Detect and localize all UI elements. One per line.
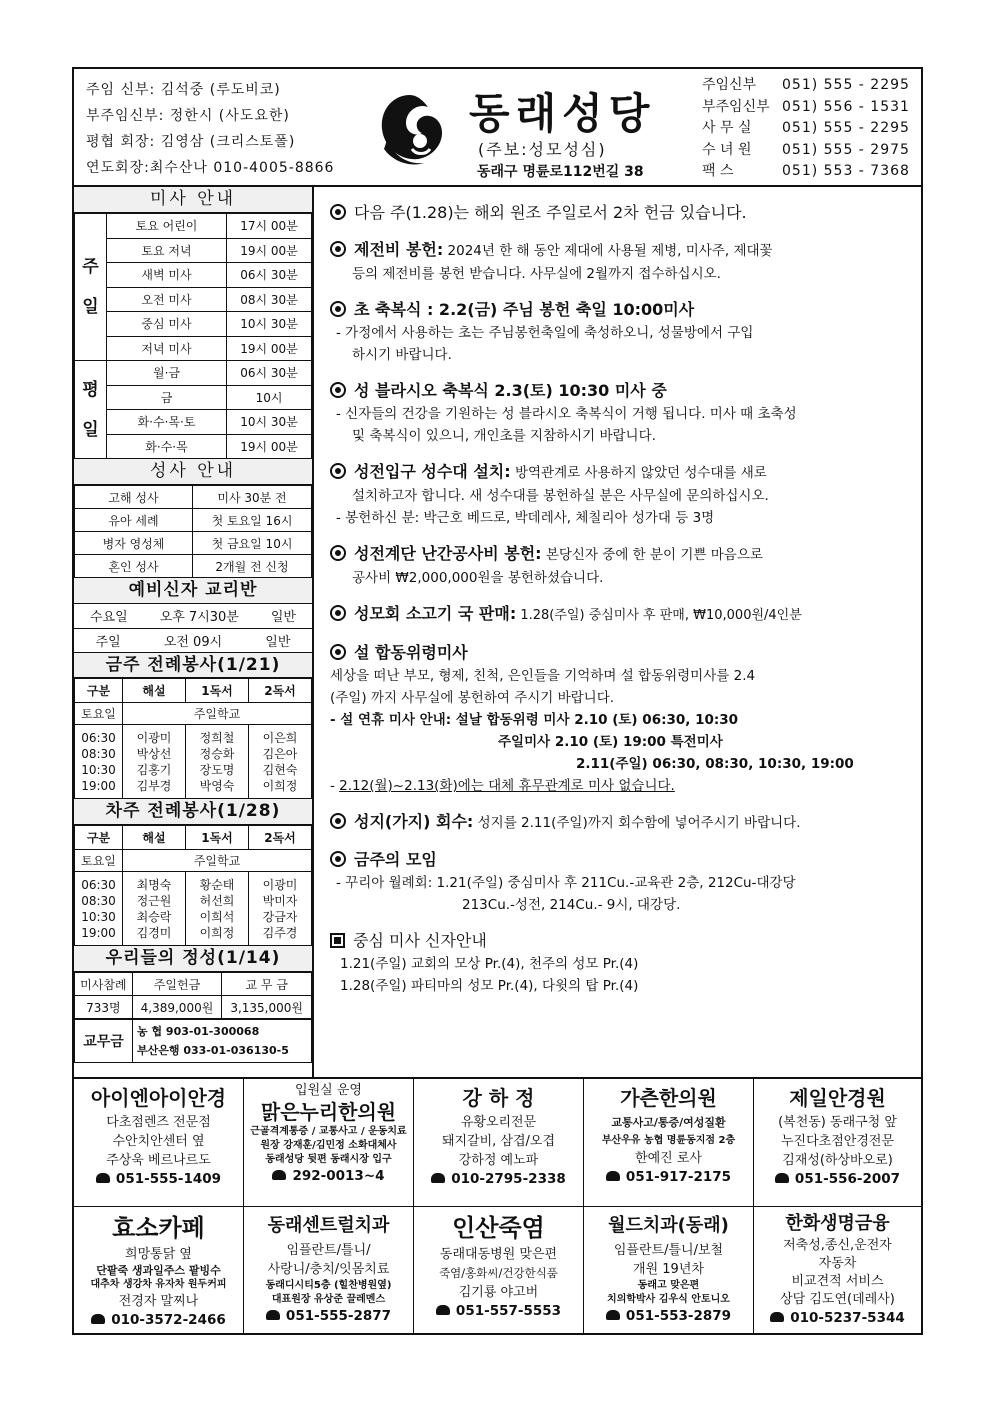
ad-card: [244, 1079, 414, 1207]
serve-times: 06:30 08:30 10:30 19:00: [75, 725, 123, 799]
notice-item: [330, 201, 911, 225]
ad-title: 가츤한의원: [620, 1086, 717, 1110]
notice-item: [330, 298, 911, 366]
class-day: 주일: [95, 634, 121, 650]
mass-name: 토요 저녁: [107, 238, 227, 263]
church-name: 동래성당: [469, 89, 656, 138]
phone-icon: [431, 1173, 445, 1183]
ad-title: 한화생명금융: [785, 1213, 890, 1234]
ad-title: 월드치과(동래): [608, 1215, 729, 1236]
phone-row: [702, 118, 910, 140]
ad-line: 유황오리전문: [460, 1115, 537, 1130]
ad-line: 자동차: [818, 1256, 857, 1271]
staff-list: [86, 77, 334, 181]
ad-line: 김기룡 야고버: [458, 1285, 539, 1300]
ad-line: 한예진 로사: [635, 1151, 702, 1166]
ad-card: [414, 1079, 584, 1207]
mass-name: 화·수·목: [107, 434, 227, 459]
church-logo-icon: [370, 89, 450, 169]
mass-name: 새벽 미사: [107, 263, 227, 288]
bulletin-frame: [72, 67, 923, 1335]
serve-reading1: 황순태 허선희 이희석 이희정: [186, 872, 249, 946]
notice-item: [330, 238, 911, 285]
church-address: 동래구 명륜로112번길 38: [477, 164, 644, 180]
col-header: 구분: [75, 679, 123, 703]
ad-pre: 입원실 운영: [295, 1083, 362, 1098]
sacrament-name: 유아 세례: [75, 509, 193, 532]
offering-value: 3,135,000원: [222, 996, 312, 1019]
ad-card: [584, 1207, 754, 1335]
mass-time: 10시 30분: [227, 312, 312, 337]
ad-title: 아이엔아이안경: [90, 1086, 227, 1110]
serve-reading2: 이광미 박미자 강금자 김주경: [249, 872, 312, 946]
ad-line: 사랑니/충치/잇몸치료: [267, 1262, 390, 1277]
offering-value: 4,389,000원: [132, 996, 222, 1019]
phone-number: 051) 553 - 7368: [782, 163, 910, 179]
ad-line: 김재성(하상바오로): [782, 1153, 893, 1168]
ad-tel: 051-553-2879: [625, 1308, 732, 1324]
phone-label: 사 무 실: [702, 120, 752, 136]
left-column: [74, 187, 314, 1077]
sunday-label: 주 일: [75, 214, 107, 361]
mass-time: 17시 00분: [227, 214, 312, 239]
phone-list: [702, 75, 910, 183]
col-header: 1독서: [186, 826, 249, 850]
mass-time: 10시: [227, 385, 312, 410]
notice-text: 방역관계로 사용하지 않았던 성수대를 새로: [510, 465, 767, 481]
ad-line: 희망통닭 옆: [125, 1247, 192, 1262]
bank-table: [74, 1019, 312, 1063]
phone-icon: [436, 1305, 450, 1315]
mass-time: 19시 00분: [227, 434, 312, 459]
notice-item: [330, 848, 911, 916]
ad-card: [754, 1079, 921, 1207]
phone-icon: [775, 1173, 789, 1183]
sacrament-name: 혼인 성사: [75, 555, 193, 578]
offering-value: 733명: [75, 996, 133, 1019]
ad-card: [74, 1207, 244, 1335]
notice-text: 1.28(주일) 파티마의 성모 Pr.(4), 다윗의 탑 Pr.(4): [340, 978, 639, 994]
staff-council: 평협 회장: 김영삼 (크리스토폴): [86, 134, 296, 150]
ad-card: [74, 1079, 244, 1207]
serve-this-table: [74, 678, 312, 799]
saturday-label: 토요일: [75, 850, 123, 872]
ad-small: 대표원장 유상준 끌레멘스: [271, 1294, 386, 1305]
serve-next-table: [74, 825, 312, 946]
ad-card: [584, 1079, 754, 1207]
ad-title: 제일안경원: [789, 1086, 886, 1110]
notice-title: 금주의 모임: [354, 850, 437, 869]
bullet-icon: [330, 382, 346, 398]
mass-name: 토요 어린이: [107, 214, 227, 239]
staff-legion: 연도회장:최수산나 010-4005-8866: [86, 160, 335, 176]
class-type: 일반: [265, 634, 291, 650]
ad-line: 돼지갈비, 삼겹/오겹: [441, 1134, 556, 1149]
ad-small: 동래고 맞은편: [637, 1280, 700, 1291]
sacrament-value: 2개월 전 신청: [193, 555, 312, 578]
saturday-label: 토요일: [75, 703, 123, 725]
sacrament-name: 병자 영성체: [75, 532, 193, 555]
notice-item: [330, 641, 911, 797]
notice-title: 제전비 봉헌:: [354, 240, 444, 259]
ad-line: 죽염/홍화씨/건강한식품: [439, 1266, 558, 1280]
serve-commentators: 최명숙 정근원 최승락 김경미: [123, 872, 186, 946]
ad-tel: 010-5237-5344: [790, 1310, 905, 1326]
bullet-icon: [330, 301, 346, 317]
notice-text: 및 축복식이 있으니, 개인초를 지참하시기 바랍니다.: [352, 428, 656, 444]
notice-title: 성전입구 성수대 설치:: [354, 462, 511, 481]
ad-tel: 051-557-5553: [455, 1303, 562, 1319]
mass-title: 미사 안내: [74, 187, 312, 213]
ad-card: [244, 1207, 414, 1335]
notice-text: 213Cu.-성전, 214Cu.- 9시, 대강당.: [462, 897, 681, 913]
catechumen-table: [74, 604, 312, 652]
notice-title: 중심 미사 신자안내: [353, 931, 487, 950]
serve-reading2: 이은희 김은아 김현숙 이희정: [249, 725, 312, 799]
weekday-label: 평 일: [75, 361, 107, 459]
ad-line: 임플란트/틀니/보철: [613, 1243, 724, 1258]
ads-grid: [74, 1077, 921, 1333]
ad-line: 개원 19년차: [633, 1262, 704, 1277]
bank-label: 교무금: [75, 1020, 133, 1063]
col-header: 해설: [123, 826, 186, 850]
notice-text: 세상을 떠난 부모, 형제, 친척, 은인들을 기억하며 설 합동위령미사를 2.4: [330, 668, 756, 684]
ad-tel: 010-2795-2338: [451, 1171, 566, 1187]
col-header: 구분: [75, 826, 123, 850]
notice-text: - 가정에서 사용하는 초는 주님봉헌축일에 축성하오니, 성물방에서 구입: [336, 325, 754, 341]
sacrament-value: 첫 토요일 16시: [193, 509, 312, 532]
notice-text: 1.28(주일) 중심미사 후 판매, ₩10,000원/4인분: [516, 608, 802, 623]
phone-row: [702, 97, 910, 119]
church-patron: (주보:성모성심): [478, 140, 607, 159]
notice-text: 2.12(월)~2.13(화)에는 대체 휴무관계로 미사 없습니다.: [339, 778, 675, 794]
phone-label: 부주임신부: [702, 98, 770, 115]
phone-icon: [96, 1173, 110, 1183]
ad-small: 원장 강재훈/김민정 소화대체사: [260, 1140, 397, 1151]
phone-number: 051) 555 - 2975: [782, 141, 910, 158]
ad-tel: 051-917-2175: [625, 1169, 732, 1185]
bullet-icon: [330, 851, 346, 867]
ad-small: 대추차 생강차 유자차 원두커피: [90, 1279, 227, 1290]
notice-text: 본당신자 중에 한 분이 기쁜 마음으로: [541, 547, 763, 563]
col-header: 2독서: [249, 679, 312, 703]
sacrament-title: 성사 안내: [74, 459, 312, 485]
mass-time: 10시 30분: [227, 410, 312, 435]
ad-small: 동래성당 뒷편 동래시장 입구: [265, 1154, 392, 1165]
phone-icon: [266, 1310, 280, 1320]
phone-row: [702, 75, 910, 97]
mass-time: 06시 30분: [227, 263, 312, 288]
phone-label: 팩 스: [702, 163, 734, 179]
notice-title: 설 합동위령미사: [354, 643, 468, 662]
notice-text: - 신자들의 건강을 기원하는 성 블라시오 축복식이 거행 됩니다. 미사 때 초축성: [336, 406, 797, 422]
notice-text: 주일미사 2.10 (토) 19:00 특전미사: [498, 734, 723, 750]
bullet-icon: [330, 813, 346, 829]
notice-text: 하시기 바랍니다.: [352, 347, 452, 363]
notice-title: 초 축복식 : 2.2(금) 주님 봉헌 축일 10:00미사: [354, 300, 695, 319]
ad-line: 상담 김도연(데레사): [780, 1292, 895, 1307]
notice-title: 성 블라시오 축복식 2.3(토) 10:30 미사 중: [354, 381, 667, 400]
mass-time: 08시 30분: [227, 287, 312, 312]
notice-text: 다음 주(1.28)는 해외 원조 주일로서 2차 헌금 있습니다.: [354, 203, 747, 222]
notice-text: 1.21(주일) 교회의 모상 Pr.(4), 천주의 성모 Pr.(4): [340, 956, 639, 972]
ad-small: 교통사고/통증/여성질환: [611, 1116, 726, 1129]
class-time: 오전 09시: [163, 634, 223, 650]
bank-account: 농 협 903-01-300068: [137, 1025, 260, 1038]
ad-tel: 051-556-2007: [794, 1171, 901, 1187]
ad-small: 부산우유 농협 명륜동지점 2층: [601, 1135, 736, 1146]
notice-text: - 설 연휴 미사 안내: 설날 합동위령 미사 2.10 (토) 06:30, 10:30: [330, 712, 739, 728]
serve-reading1: 정희철 정승화 장도명 박영숙: [186, 725, 249, 799]
notice-text: 2.11(주일) 06:30, 08:30, 10:30, 19:00: [576, 756, 854, 772]
bank-account: 부산은행 033-01-036130-5: [137, 1044, 289, 1057]
serve-times: 06:30 08:30 10:30 19:00: [75, 872, 123, 946]
ad-line: 다초점렌즈 전문점: [106, 1115, 211, 1130]
notice-title: 성지(가지) 회수:: [354, 812, 474, 831]
offering-table: [74, 972, 312, 1019]
notice-text: 공사비 ₩2,000,000원을 봉헌하셨습니다.: [352, 570, 604, 586]
notice-text: 설치하고자 합니다. 새 성수대를 봉헌하실 분은 사무실에 문의하십시오.: [352, 488, 769, 504]
phone-icon: [272, 1170, 286, 1180]
phone-icon: [91, 1314, 105, 1324]
phone-row: [702, 140, 910, 162]
ad-line: 강하정 예노파: [458, 1153, 539, 1168]
phone-number: 051) 555 - 2295: [782, 120, 910, 136]
ad-line: 전경자 말찌나: [118, 1294, 199, 1309]
offering-title: 우리들의 정성(1/14): [74, 946, 312, 972]
ad-title: 동래센트럴치과: [267, 1215, 390, 1236]
bullet-icon: [330, 204, 346, 220]
ad-title: 맑은누리한의원: [260, 1100, 397, 1124]
ad-line: 저축성,종신,운전자: [783, 1238, 892, 1253]
class-time: 오후 7시30분: [159, 610, 239, 626]
notice-text: 2024년 한 해 동안 제대에 사용될 제병, 미사주, 제대꽃: [443, 243, 773, 259]
bullet-icon: [330, 605, 346, 621]
serve-this-title: 금주 전례봉사(1/21): [74, 652, 312, 678]
notice-text: - 봉헌하신 분: 박근호 베드로, 박데레사, 체칠리아 성가대 등 3명: [336, 510, 715, 526]
ad-line: 수안치안센터 옆: [112, 1134, 205, 1149]
col-header: 해설: [123, 679, 186, 703]
ad-line: 누진다초점안경전문: [780, 1134, 895, 1149]
ad-tel: 051-555-1409: [115, 1171, 222, 1187]
ad-line: 동래대동병원 맞은편: [439, 1247, 558, 1262]
notice-title: 성전계단 난간공사비 봉헌:: [354, 544, 542, 563]
mass-name: 화·수·목·토: [107, 410, 227, 435]
notice-text: (주일) 까지 사무실에 봉헌하여 주시기 바랍니다.: [330, 690, 615, 706]
notices: [316, 187, 921, 1077]
notice-text: - 꾸리아 월례회: 1.21(주일) 중심미사 후 211Cu.-교육관 2층, 212Cu-대강당: [336, 875, 796, 891]
ad-title: 효소카페: [112, 1214, 205, 1242]
mass-name: 월·금: [107, 361, 227, 386]
bullet-icon: [330, 463, 346, 479]
mass-time: 19시 00분: [227, 336, 312, 361]
notice-item: [330, 460, 911, 529]
mass-name: 금: [107, 385, 227, 410]
mass-name: 오전 미사: [107, 287, 227, 312]
mass-name: 저녁 미사: [107, 336, 227, 361]
phone-label: 주임신부: [702, 77, 757, 93]
ad-line: (복천동) 동래구청 앞: [778, 1115, 897, 1130]
offering-header: 주일헌금: [132, 973, 222, 996]
notice-item: [330, 929, 911, 997]
ad-line: 주상욱 베르나르도: [106, 1153, 211, 1168]
phone-icon: [606, 1310, 620, 1320]
class-type: 일반: [270, 610, 296, 626]
ad-line: 비교견적 서비스: [791, 1274, 884, 1289]
notice-item: [330, 602, 911, 628]
sacrament-value: 첫 금요일 10시: [193, 532, 312, 555]
mass-table: [74, 213, 312, 459]
ad-tel: 051-555-2877: [285, 1308, 392, 1324]
notice-title: 성모회 소고기 국 판매:: [354, 604, 517, 623]
class-day: 수요일: [90, 610, 128, 626]
ad-small: 단팥죽 생과일주스 팥빙수: [96, 1264, 221, 1277]
ad-title: 인산죽염: [452, 1214, 545, 1242]
bullet-icon: [330, 241, 346, 257]
phone-number: 051) 555 - 2295: [782, 77, 910, 93]
sacrament-value: 미사 30분 전: [193, 486, 312, 509]
mass-time: 06시 30분: [227, 361, 312, 386]
serve-next-title: 차주 전례봉사(1/28): [74, 799, 312, 825]
square-bullet-icon: [330, 933, 345, 948]
phone-label: 수 녀 원: [702, 141, 752, 158]
ad-card: [754, 1207, 921, 1335]
bullet-icon: [330, 545, 346, 561]
serve-commentators: 이광미 박상선 김홍기 김부경: [123, 725, 186, 799]
sacrament-name: 고해 성사: [75, 486, 193, 509]
ad-tel: 292-0013~4: [292, 1168, 385, 1184]
mass-time: 19시 00분: [227, 238, 312, 263]
notice-text: 등의 제전비를 봉헌 받습니다. 사무실에 2월까지 접수하십시오.: [352, 266, 721, 282]
col-header: 2독서: [249, 826, 312, 850]
mass-name: 중심 미사: [107, 312, 227, 337]
saturday-value: 주일학교: [123, 850, 312, 872]
col-header: 1독서: [186, 679, 249, 703]
phone-number: 051) 556 - 1531: [782, 98, 910, 115]
saturday-value: 주일학교: [123, 703, 312, 725]
sacrament-table: [74, 485, 312, 578]
phone-row: [702, 161, 910, 183]
staff-assistant: 부주임신부: 정한시 (사도요한): [86, 108, 290, 124]
bank-accounts: [133, 1020, 312, 1063]
offering-header: 교 무 금: [222, 973, 312, 996]
bullet-icon: [330, 644, 346, 660]
phone-icon: [770, 1312, 784, 1322]
ad-small: 근골격계통증 / 교통사고 / 운동치료: [250, 1126, 407, 1137]
ad-line: 임플란트/틀니/: [286, 1243, 371, 1258]
header: [74, 69, 921, 187]
ad-tel: 010-3572-2466: [111, 1312, 226, 1328]
notice-item: [330, 542, 911, 589]
notice-text: 성지를 2.11(주일)까지 회수함에 넣어주시기 바랍니다.: [473, 815, 801, 831]
catechumen-title: 예비신자 교리반: [74, 578, 312, 604]
notice-item: [330, 810, 911, 835]
ad-small: 치의학박사 김우식 안토니오: [607, 1294, 730, 1305]
ad-small: 동래디시티5층 (힐찬병원옆): [265, 1280, 392, 1291]
offering-header: 미사참례: [75, 973, 133, 996]
notice-dash: -: [330, 778, 340, 794]
staff-pastor: 주임 신부: 김석중 (루도비코): [86, 82, 281, 98]
ad-card: [414, 1207, 584, 1335]
phone-icon: [606, 1171, 620, 1181]
notice-item: [330, 379, 911, 447]
ad-title: 강 하 정: [462, 1086, 535, 1110]
